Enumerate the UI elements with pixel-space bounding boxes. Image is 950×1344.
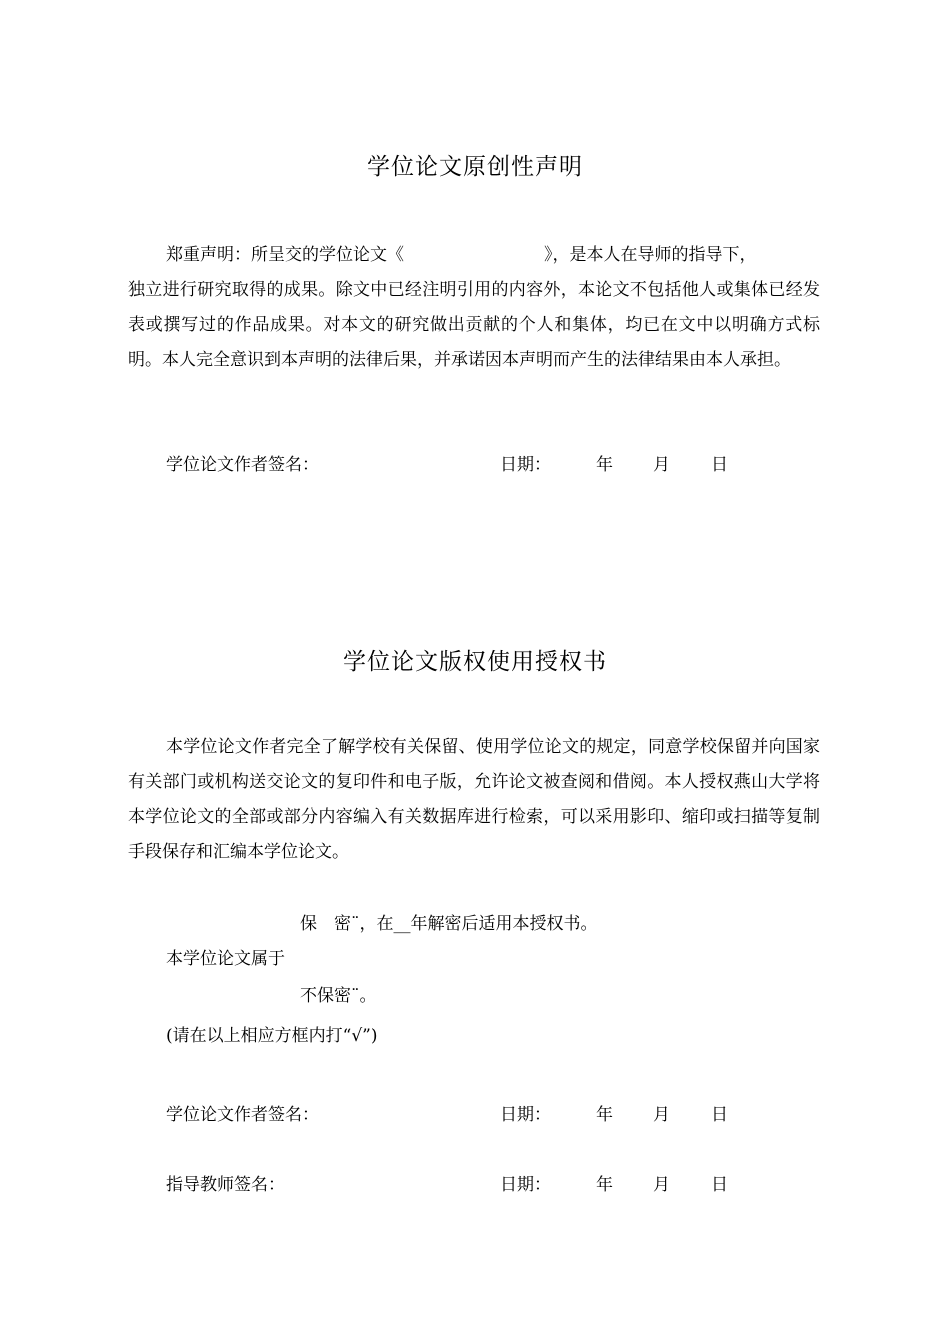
- declaration-text-rest: 独立进行研究取得的成果。除文中已经注明引用的内容外，本论文不包括他人或集体已经发表或撰写过的作品成果。对本文的研究做出贡献的个人和集体，均已在文中以明确方式标明。本人完全意识到本声明的法律后果，并承诺因本声明而产生的法律结果由本人承担。: [128, 280, 820, 370]
- declaration-first-line: [128, 238, 820, 273]
- day-label: 日: [711, 1105, 728, 1125]
- year-label: 年: [596, 1175, 613, 1195]
- declaration-title: 学位论文原创性声明: [367, 154, 583, 180]
- year-label: 年: [596, 455, 613, 475]
- year-label: 年: [596, 1105, 613, 1125]
- day-label: 日: [711, 455, 728, 475]
- author-signature-label: 学位论文作者签名：: [166, 455, 319, 475]
- month-label: 月: [653, 1175, 670, 1195]
- month-label: 月: [653, 1105, 670, 1125]
- date-label: 日期：: [500, 1175, 551, 1195]
- date-label: 日期：: [500, 1105, 551, 1125]
- day-label: 日: [711, 1175, 728, 1195]
- date-label: 日期：: [500, 455, 551, 475]
- authorization-paragraph: 本学位论文作者完全了解学校有关保留、使用学位论文的规定，同意学校保留并向国家有关部门或机构送交论文的复印件和电子版，允许论文被查阅和借阅。本人授权燕山大学将本学位论文的全部或部分内容编入有关数据库进行检索，可以采用影印、缩印或扫描等复制手段保存和汇编本学位论文。: [128, 737, 820, 862]
- advisor-signature-label: 指导教师签名：: [166, 1175, 285, 1195]
- belongs-label: 本学位论文属于: [166, 949, 285, 969]
- authorization-title: 学位论文版权使用授权书: [343, 649, 607, 675]
- option-secret[interactable]: 保 密¨，在__年解密后适用本授权书。: [300, 914, 598, 934]
- option-not-secret[interactable]: 不保密¨。: [300, 986, 377, 1006]
- month-label: 月: [653, 455, 670, 475]
- author-signature-label: 学位论文作者签名：: [166, 1105, 319, 1125]
- declaration-text-start: 郑重声明：所呈交的学位论文《: [166, 245, 404, 265]
- declaration-text-close: 》，是本人在导师的指导下，: [544, 245, 757, 265]
- checkbox-instruction: (请在以上相应方框内打“√”): [166, 1026, 378, 1046]
- declaration-paragraph: [128, 238, 820, 378]
